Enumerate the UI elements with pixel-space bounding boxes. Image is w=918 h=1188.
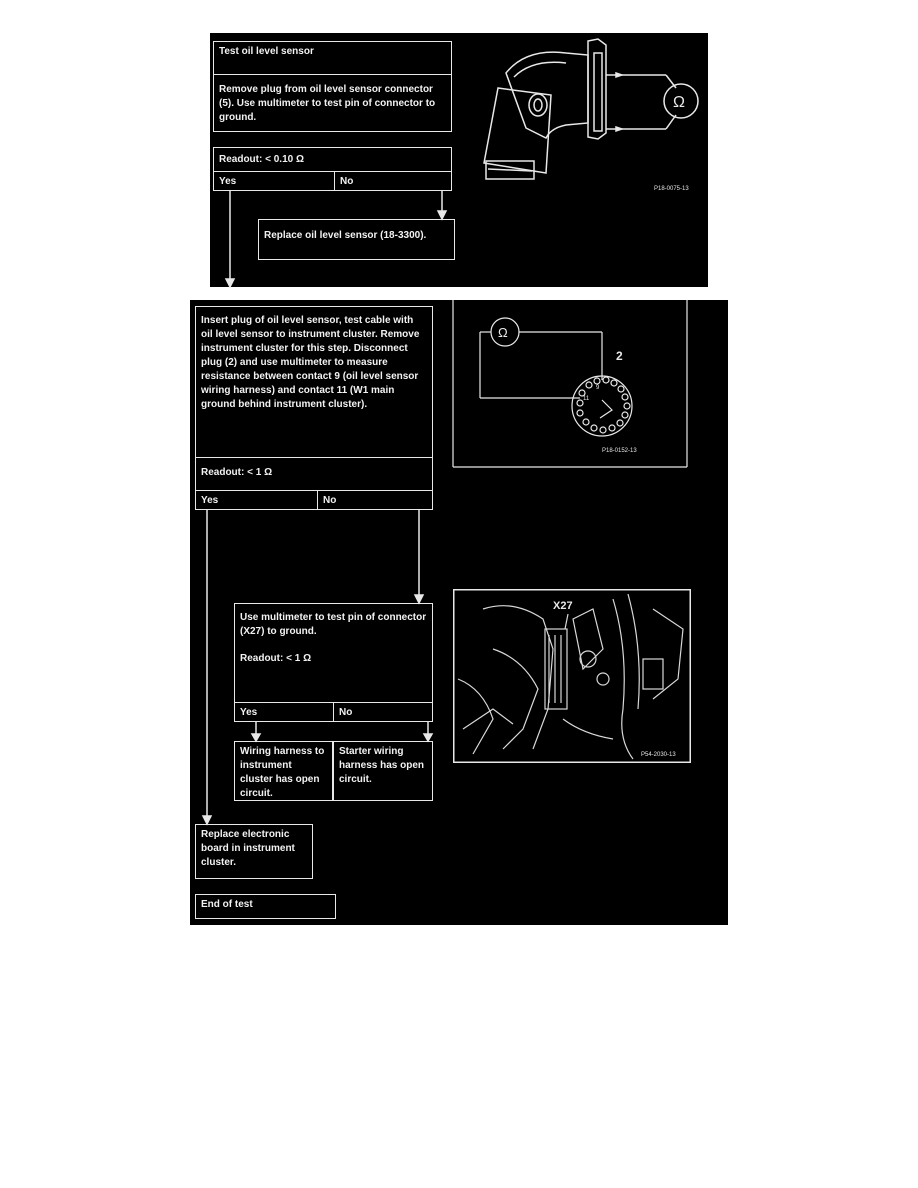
step1-instruction: Remove plug from oil level sensor connector (5). Use multimeter to test pin of connector to ground.: [213, 74, 452, 132]
step3-no-result: Starter wiring harness has open circuit.: [333, 741, 433, 801]
step1-no-action: Replace oil level sensor (18-3300).: [258, 219, 455, 260]
step2-pin-9: 9: [596, 385, 600, 391]
step3-yes: Yes: [234, 702, 334, 722]
end-of-test: End of test: [195, 894, 336, 919]
step3-instruction-text: Use multimeter to test pin of connector (X27) to ground.: [240, 612, 427, 637]
x27-illustration: [453, 589, 691, 763]
step1-yes: Yes: [213, 171, 335, 191]
step2-readout: Readout: < 1 Ω: [195, 457, 433, 491]
step3-no: No: [333, 702, 433, 722]
step1-meter-symbol: Ω: [673, 94, 685, 111]
step3-figure-code: P54-2030-13: [641, 752, 676, 758]
step2-pin-11: 11: [583, 396, 590, 402]
step1-readout: Readout: < 0.10 Ω: [213, 147, 452, 172]
step3-readout: Readout: < 1 Ω: [240, 653, 312, 664]
step3-yes-result: Wiring harness to instrument cluster has open circuit.: [234, 741, 333, 801]
step2-figure-code: P18-0152-13: [602, 448, 637, 454]
replace-board: Replace electronic board in instrument cluster.: [195, 824, 313, 879]
x27-label: X27: [553, 600, 573, 612]
plug-label: 2: [616, 349, 623, 363]
step1-figure-code: P18-0075-13: [654, 186, 689, 192]
step2-no: No: [317, 490, 433, 510]
step2-instruction: Insert plug of oil level sensor, test cable with oil level sensor to instrument cluster. Remove instrument cluster for this step. Disconnect plug (2) and use multimeter to measure resistance between contact 9 (oil level sensor wiring harness) and contact 11 (W1 main ground behind instrument cluster).: [195, 306, 433, 458]
step1-title: Test oil level sensor: [213, 41, 452, 75]
plug-illustration: [452, 300, 688, 468]
step2-yes: Yes: [195, 490, 318, 510]
step2-meter-symbol: Ω: [498, 325, 508, 340]
step1-no: No: [334, 171, 452, 191]
oil-sensor-illustration: [466, 33, 706, 208]
step3-instruction: [234, 603, 433, 703]
